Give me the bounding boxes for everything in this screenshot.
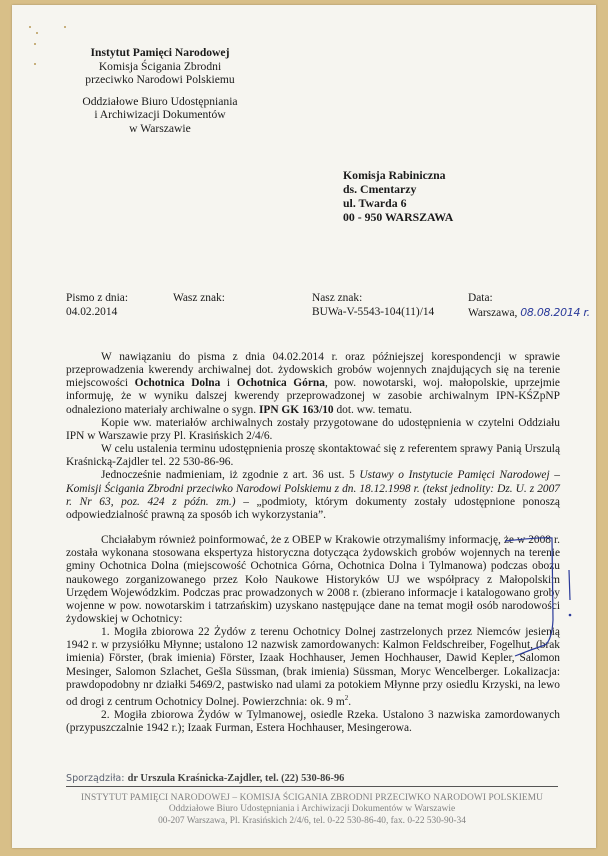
p4-text-a: Jednocześnie nadmieniam, iż zgodnie z art. 36 ust. 5 xyxy=(101,469,360,482)
sender-office-line3: w Warszawie xyxy=(129,121,191,135)
paragraph-7: 2. Mogiła zbiorowa Żydów w Tylmanowej, osiedle Rzeka. Ustalono 3 nazwiska zamordowanych (przypuszczalnie 1942 r.); Izaak Furman, Estera Hochhauser, Mesingerowa. xyxy=(66,708,560,735)
p1-place-1: Ochotnica Dolna xyxy=(134,377,221,390)
p1-text-d: , pow. nowotarski, woj. małopolskie, uprzejmie informuję, że w wyniku dalszej kwerendy przeprowadzonej w zasobie archiwalnym IPN-KŚZpNP odnaleziono materiały archiwalne o sygn. xyxy=(66,377,560,416)
p1-text-a: W nawiązaniu do pisma z dnia 04.02.2014 r. oraz późniejszej korespondencji w sprawie przeprowadzenia kwerendy archiwalnej dot. żydowskich grobów wojennych znajdujących się na terenie miejscowości xyxy=(66,351,560,390)
p6-end: . xyxy=(348,695,352,708)
footer-line2: Oddziałowe Biuro Udostępniania i Archiwizacji Dokumentów w Warszawie xyxy=(168,804,456,815)
recipient-line3: ul. Twarda 6 xyxy=(343,196,407,210)
p4-text-b: – „podmioty, którym dokumenty zostały udostępnione ponoszą odpowiedzialność prawną za sposób ich wykorzystania”. xyxy=(66,495,560,521)
meta-letter-date-label: Pismo z dnia: xyxy=(66,292,129,304)
recipient-line1: Komisja Rabiniczna xyxy=(343,168,446,182)
sender-commission-line1: Komisja Ścigania Zbrodni xyxy=(98,59,222,73)
meta-our-ref-label: Nasz znak: xyxy=(312,292,363,304)
p4-law-citation: Ustawy o Instytucie Pamięci Narodowej – Komisji Ścigania Zbrodni przeciwko Narodowi Polskiemu z dn. 18.12.1998 r. (tekst jednolity: Dz. U. z 2007 r. Nr 63, poz. 424 z późn. zm.) xyxy=(66,469,560,508)
staple-hole xyxy=(34,63,36,65)
recipient-line2: ds. Cmentarzy xyxy=(343,182,417,196)
meta-date-place: Warszawa, xyxy=(468,306,518,319)
staple-hole xyxy=(36,32,38,34)
staple-hole xyxy=(34,43,36,45)
recipient-line4: 00 - 950 WARSZAWA xyxy=(343,210,454,224)
sender-office-line2: i Archiwizacji Dokumentów xyxy=(94,108,226,121)
meta-your-ref-label: Wasz znak: xyxy=(173,292,225,304)
handwritten-date: 08.08.2014 r. xyxy=(520,305,590,319)
footer-line3: 00-207 Warszawa, Pl. Krasińskich 2/4/6, tel. 0-22 530-86-40, fax. 0-22 530-90-34 xyxy=(158,815,466,826)
prepared-by-value: dr Urszula Kraśnicka-Zajdler, tel. (22) 530-86-96 xyxy=(127,773,345,784)
paragraph-3: W celu ustalenia terminu udostępnienia proszę skontaktować się z referentem sprawy Panią Urszulą Kraśnicką-Zajdler tel. 22 530-86-96. xyxy=(66,443,560,469)
meta-letter-date-value: 04.02.2014 xyxy=(66,305,118,318)
footer-line1: INSTYTUT PAMIĘCI NARODOWEJ – KOMISJA ŚCIGANIA ZBRODNI PRZECIWKO NARODOWI POLSKIEMU xyxy=(80,793,544,803)
sender-institution: Instytut Pamięci Narodowej xyxy=(90,46,230,59)
handwritten-exclamation-line xyxy=(569,570,570,600)
p6-sup: 2 xyxy=(344,693,349,702)
p1-place-2: Ochotnica Górna xyxy=(236,377,325,390)
p6-text: 1. Mogiła zbiorowa 22 Żydów z terenu Ochotnicy Dolnej zastrzelonych przez Niemców jesienią 1942 r. w przysiółku Młynne; ustalono 12 nazwisk zamordowanych: Kalmon Feldschreiber, Fogelhut, (brak imienia) Förster, (brak imienia) Förster, Izaak Hochhauser, Jemen Hochhauser, Dawid Kepler, Salomon Mesinger, Salomon Szlachet, Gešla Süssman, (brak imienia) Süssman, Moryc Wencelberger. Lokalizacja: prawdopodobny nr działki 5469/2, pastwisko nad ulami za potokiem Młynne przy osiedlu Krzyski, na lewo od drogi z centrum Ochotnicy Dolnej. Powierzchnia: ok. 9 m xyxy=(66,626,560,708)
paragraph-2: Kopie ww. materiałów archiwalnych zostały przygotowane do udostępnienia w czytelni Oddziału IPN w Warszawie przy Pl. Krasińskich 2/4/6. xyxy=(66,416,560,442)
meta-our-ref-value: BUWa-V-5543-104(11)/14 xyxy=(312,305,435,318)
p1-text-e: dot. ww. tematu. xyxy=(333,403,412,416)
p1-signature: IPN GK 163/10 xyxy=(258,403,334,416)
staple-hole xyxy=(64,26,66,28)
sender-office-line1: Oddziałowe Biuro Udostępniania xyxy=(82,94,238,108)
prepared-by-label: Sporządziła: xyxy=(66,773,125,784)
staple-hole xyxy=(29,26,31,28)
meta-date-label: Data: xyxy=(468,292,493,304)
handwritten-exclamation-dot xyxy=(569,614,572,617)
sender-commission-line2: przeciwko Narodowi Polskiemu xyxy=(85,73,235,86)
p1-text-c: i xyxy=(220,377,237,390)
paragraph-5: Chciałabym również poinformować, że z OBEP w Krakowie otrzymaliśmy informację, że w 2008 r. została wykonana stosowana ekspertyza historyczna dotycząca żydowskich grobów wojennych na terenie gminy Ochotnica Dolna (miejscowość Ochotnica Górna, Ochotnica Dolna i Tylmanowa) podczas obozu naukowego zorganizowanego przez Koło Naukowe Historyków UJ we współpracy z Małopolskim Urzędem Wojewódzkim. Podczas prac prowadzonych w 2008 r. (zbierano informacje i katalogowano groby wojenne w pow. nowotarskim i tatrzańskim) uzyskano następujące dane na temat mogił osób narodowości żydowskiej w Ochotnicy: xyxy=(66,534,560,625)
handwritten-bracket xyxy=(505,538,553,656)
